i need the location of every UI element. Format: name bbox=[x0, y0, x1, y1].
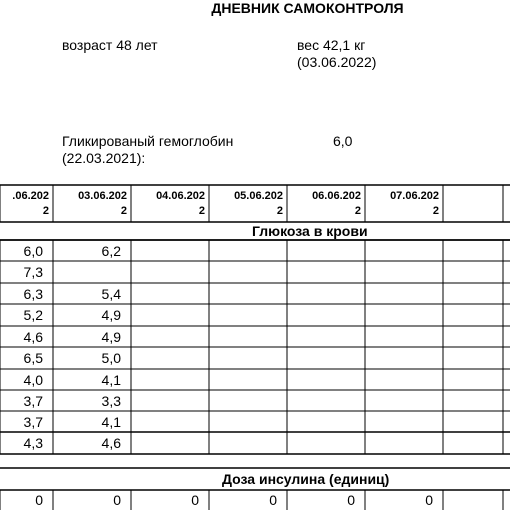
glucose-value: 6,2 bbox=[101, 243, 121, 259]
date-header-line2: 2 bbox=[276, 205, 283, 217]
glucose-value: 6,0 bbox=[23, 243, 43, 259]
hba1c-date: (22.03.2021): bbox=[62, 150, 146, 166]
hba1c-label: Гликированый гемоглобин bbox=[62, 133, 234, 149]
glucose-value: 4,3 bbox=[23, 435, 43, 451]
glucose-value: 6,5 bbox=[23, 350, 43, 366]
date-header-line2: 2 bbox=[432, 205, 439, 217]
date-header-line1: 03.06.202 bbox=[78, 190, 127, 202]
insulin-value: 0 bbox=[425, 492, 433, 508]
weight-date-text: (03.06.2022) bbox=[297, 54, 377, 70]
age-text: возраст 48 лет bbox=[62, 37, 158, 53]
insulin-value: 0 bbox=[269, 492, 277, 508]
glucose-value: 6,3 bbox=[23, 286, 43, 302]
glucose-value: 4,0 bbox=[23, 372, 43, 388]
insulin-value: 0 bbox=[113, 492, 121, 508]
glucose-value: 3,3 bbox=[101, 393, 121, 409]
glucose-value: 5,0 bbox=[101, 350, 121, 366]
insulin-value: 0 bbox=[191, 492, 199, 508]
date-header-line1: 07.06.202 bbox=[390, 190, 439, 202]
date-header-line1: 05.06.202 bbox=[234, 190, 283, 202]
glucose-value: 3,7 bbox=[23, 414, 43, 430]
insulin-section-title: Доза инсулина (единиц) bbox=[222, 471, 390, 487]
glucose-value: 4,9 bbox=[101, 307, 121, 323]
date-header-line2: 2 bbox=[354, 205, 361, 217]
hba1c-value: 6,0 bbox=[333, 133, 353, 149]
glucose-value: 4,6 bbox=[101, 435, 121, 451]
date-header-line1: 04.06.202 bbox=[156, 190, 205, 202]
date-header-line1: .06.202 bbox=[12, 190, 49, 202]
weight-text: вес 42,1 кг bbox=[297, 37, 366, 53]
glucose-value: 3,7 bbox=[23, 393, 43, 409]
glucose-section-title: Глюкоза в крови bbox=[252, 223, 368, 239]
glucose-value: 4,6 bbox=[23, 329, 43, 345]
glucose-value: 4,9 bbox=[101, 329, 121, 345]
glucose-value: 4,1 bbox=[101, 372, 121, 388]
glucose-value: 4,1 bbox=[101, 414, 121, 430]
glucose-value: 7,3 bbox=[23, 264, 43, 280]
glucose-value: 5,4 bbox=[101, 286, 121, 302]
page-title: ДНЕВНИК САМОКОНТРОЛЯ bbox=[211, 0, 404, 16]
date-header-line2: 2 bbox=[198, 205, 205, 217]
insulin-value: 0 bbox=[35, 492, 43, 508]
date-header-line2: 2 bbox=[120, 205, 127, 217]
glucose-value: 5,2 bbox=[23, 307, 43, 323]
date-header-line1: 06.06.202 bbox=[312, 190, 361, 202]
insulin-value: 0 bbox=[347, 492, 355, 508]
date-header-line2: 2 bbox=[42, 205, 49, 217]
